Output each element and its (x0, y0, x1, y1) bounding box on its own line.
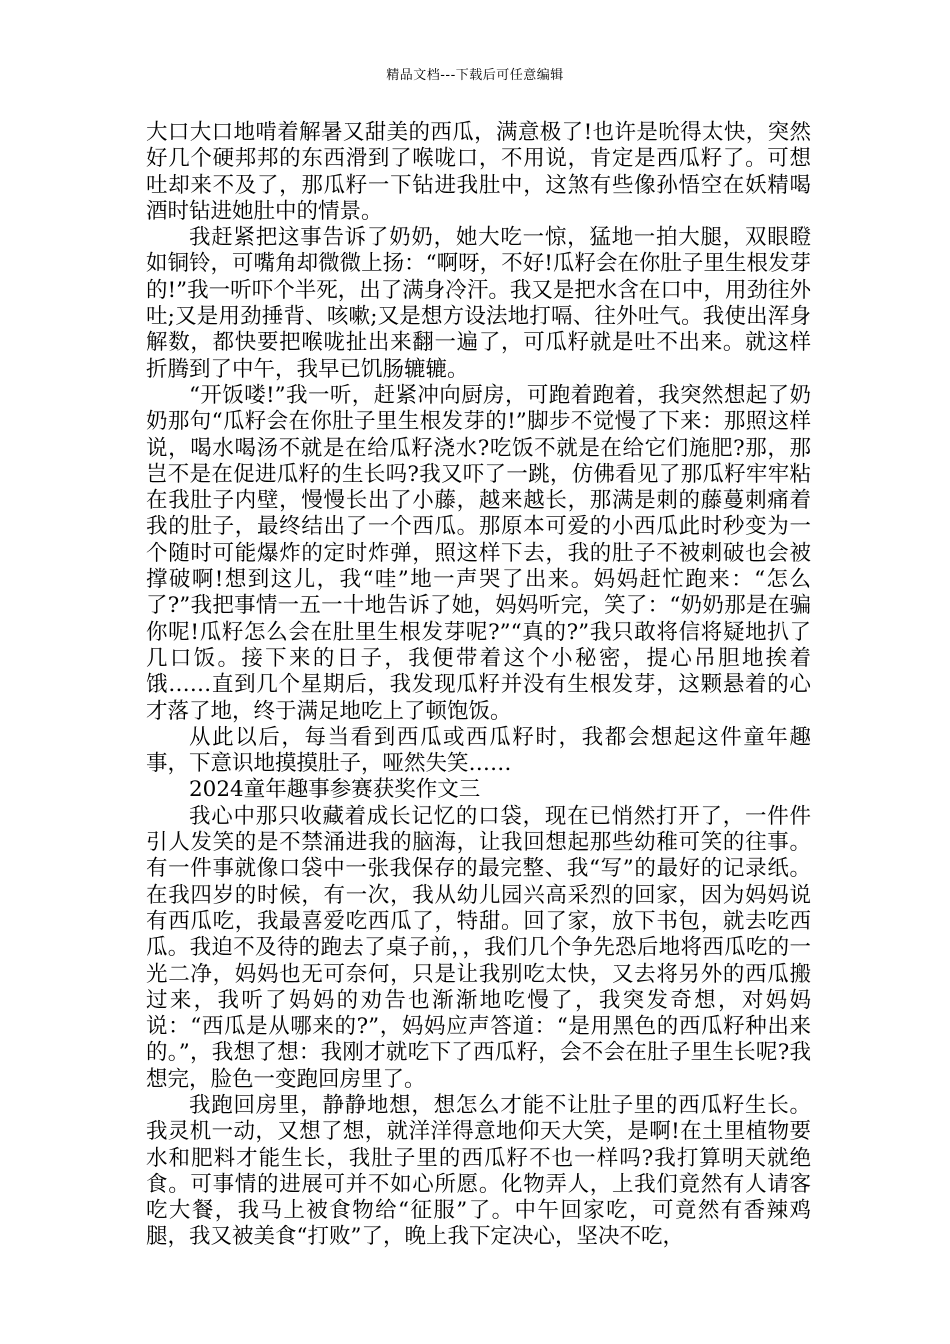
paragraph: 我跑回房里，静静地想，想怎么才能不让肚子里的西瓜籽生长。我灵机一动，又想了想，就洋洋得意地仰天大笑，是啊!在土里植物要水和肥料才能生长，我肚子里的西瓜籽不也一样吗?我打算明天就绝食。可事情的进展可并不如心所愿。化物弄人，上我们竟然有人请客吃大餐，我马上被食物给“征服”了。中午回家吃，可竟然有香辣鸡腿，我又被美食“打败”了，晚上我下定决心，坚决不吃， (146, 1092, 811, 1250)
section-title: 2024童年趣事参赛获奖作文三 (189, 777, 481, 803)
paragraph: 我心中那只收藏着成长记忆的口袋，现在已悄然打开了，一件件引人发笑的是不禁涌进我的脑海，让我回想起那些幼稚可笑的往事。有一件事就像口袋中一张我保存的最完整、我“写”的最好的记录纸。在我四岁的时候，有一次，我从幼儿园兴高采烈的回家，因为妈妈说有西瓜吃，我最喜爱吃西瓜了，特甜。回了家，放下书包，就去吃西瓜。我迫不及待的跑去了桌子前，，我们几个争先恐后地将西瓜吃的一光二净，妈妈也无可奈何，只是让我别吃太快，又去将另外的西瓜搬过来，我听了妈妈的劝告也渐渐地吃慢了，我突发奇想，对妈妈说：“西瓜是从哪来的?”，妈妈应声答道：“是用黑色的西瓜籽种出来的。”，我想了想：我刚才就吃下了西瓜籽，会不会在肚子里生长呢?我想完，脸色一变跑回房里了。 (146, 803, 811, 1092)
paragraph: “开饭喽!”我一听，赶紧冲向厨房，可跑着跑着，我突然想起了奶奶那句“瓜籽会在你肚子里生根发芽的!”脚步不觉慢了下来：那照这样说，喝水喝汤不就是在给瓜籽浇水?吃饭不就是在给它们施肥?那，那岂不是在促进瓜籽的生长吗?我又吓了一跳，仿佛看见了那瓜籽牢牢粘在我肚子内壁，慢慢长出了小藤，越来越长，那满是刺的藤蔓刺痛着我的肚子，最终结出了一个西瓜。那原本可爱的小西瓜此时秒变为一个随时可能爆炸的定时炸弹，照这样下去，我的肚子不被刺破也会被撑破啊!想到这儿，我“哇”地一声哭了出来。妈妈赶忙跑来：“怎么了?”我把事情一五一十地告诉了她，妈妈听完，笑了：“奶奶那是在骗你呢!瓜籽怎么会在肚里生根发芽呢?”“真的?”我只敢将信将疑地扒了几口饭。接下来的日子，我便带着这个小秘密，提心吊胆地挨着饿……直到几个星期后，我发现瓜籽并没有生根发芽，这颗悬着的心才落了地，终于满足地吃上了顿饱饭。 (146, 382, 811, 724)
paragraph: 大口大口地啃着解暑又甜美的西瓜，满意极了!也许是吮得太快，突然好几个硬邦邦的东西滑到了喉咙口，不用说，肯定是西瓜籽了。可想吐却来不及了，那瓜籽一下钻进我肚中，这煞有些像孙悟空在妖精喝酒时钻进她肚中的情景。 (146, 120, 811, 224)
paragraph: 我赶紧把这事告诉了奶奶，她大吃一惊，猛地一拍大腿，双眼瞪如铜铃，可嘴角却微微上扬：“啊呀，不好!瓜籽会在你肚子里生根发芽的!”我一听吓个半死，出了满身冷汗。我又是把水含在口中，用劲往外吐;又是用劲捶背、咳嗽;又是想方设法地打嗝、往外吐气。我使出浑身解数，都快要把喉咙扯出来翻一遍了，可瓜籽就是吐不出来。就这样折腾到了中午，我早已饥肠辘辘。 (146, 225, 811, 382)
page-header: 精品文档---下载后可任意编辑 (386, 68, 564, 83)
document-body (146, 120, 811, 1251)
paragraph: 从此以后，每当看到西瓜或西瓜籽时，我都会想起这件童年趣事，下意识地摸摸肚子，哑然失笑…… (146, 724, 811, 777)
